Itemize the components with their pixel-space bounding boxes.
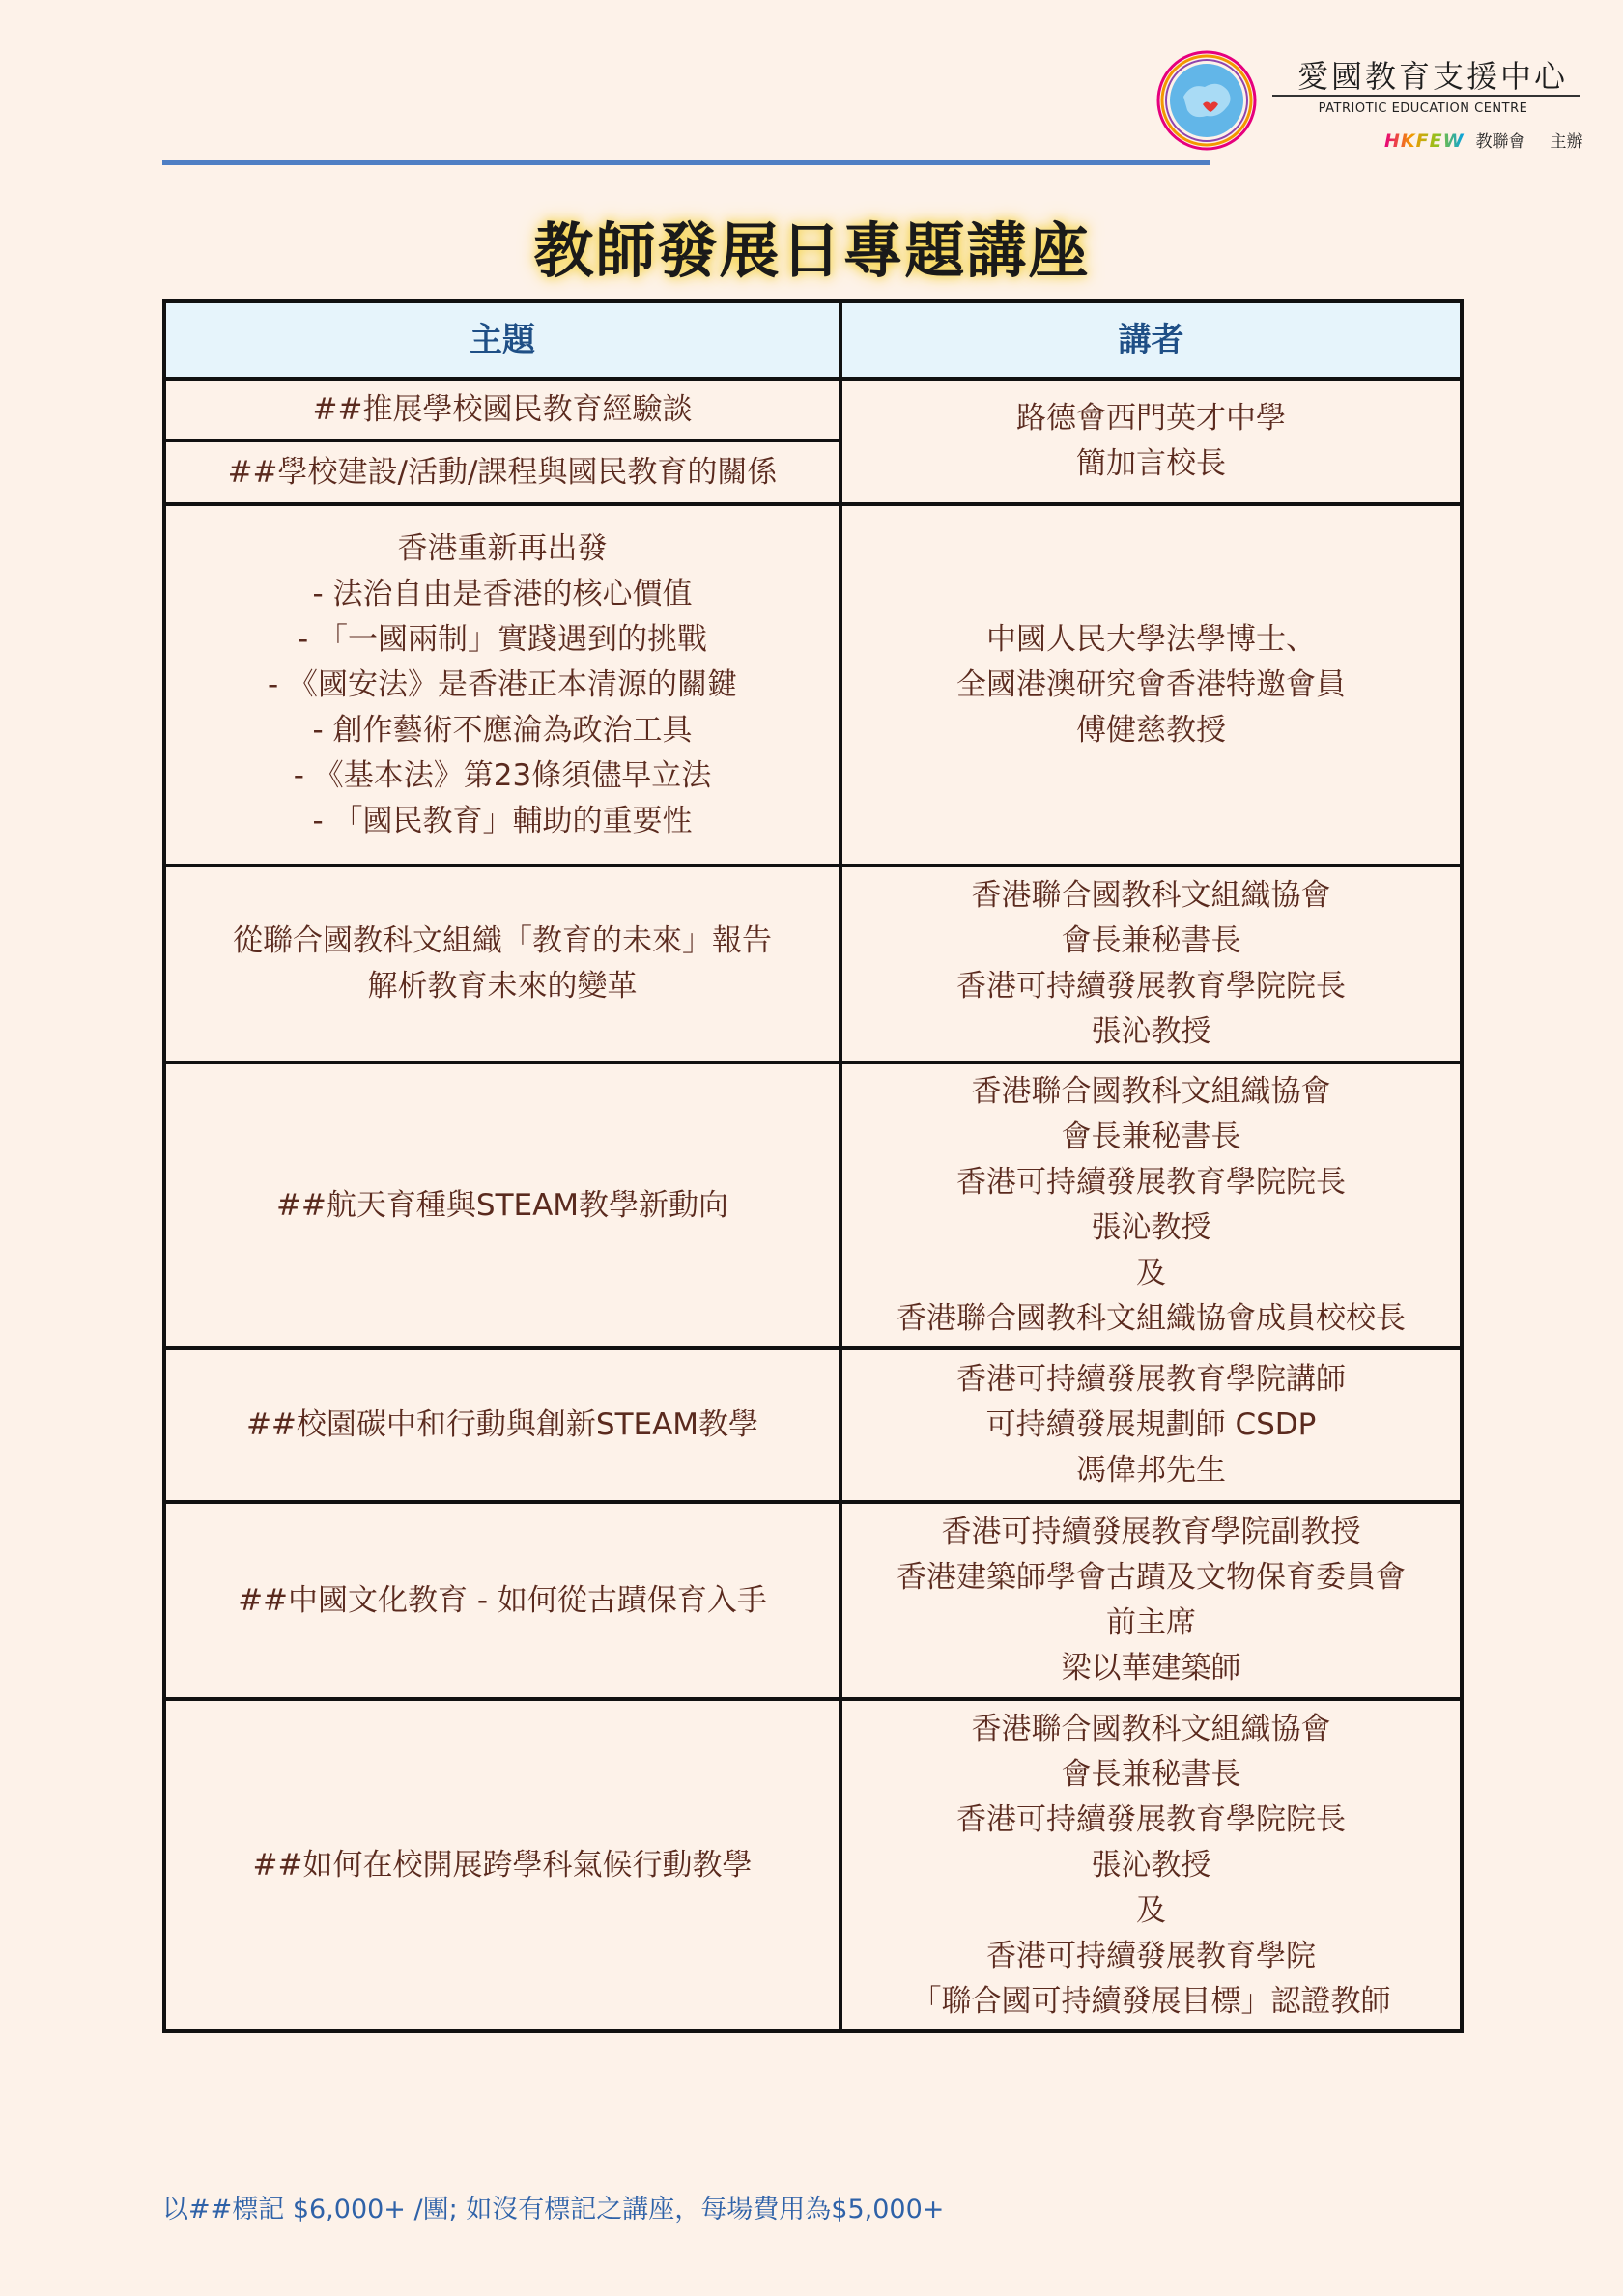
seminar-table: [162, 299, 1464, 2033]
logo-divider: [1272, 95, 1580, 97]
topic-cell: [164, 865, 840, 1063]
topic-cell: [164, 440, 840, 504]
topic-line: - 「一國兩制」實踐遇到的挑戰: [297, 621, 708, 657]
speaker-cell: [840, 1348, 1462, 1502]
topic-cell: [164, 504, 840, 865]
topic-line: ##航天育種與STEAM教學新動向: [275, 1187, 729, 1223]
organizer-name: 教聯會: [1475, 132, 1525, 152]
organizer-role: 主辦: [1550, 132, 1583, 152]
table-row: [164, 1502, 1462, 1699]
speaker-line: 會長兼秘書長: [1061, 1756, 1241, 1792]
speaker-line: 張沁教授: [1091, 1210, 1211, 1245]
speaker-cell: [840, 865, 1462, 1063]
speaker-line: 及: [1136, 1892, 1166, 1928]
topic-line: 從聯合國教科文組織「教育的未來」報告: [233, 923, 772, 958]
table-row: [164, 1348, 1462, 1502]
speaker-line: 張沁教授: [1091, 1847, 1211, 1883]
topic-line: - 法治自由是香港的核心價值: [312, 576, 693, 611]
speaker-line: 張沁教授: [1091, 1014, 1211, 1049]
topic-cell: [164, 1699, 840, 2031]
header-topic: 主題: [164, 301, 840, 379]
speaker-line: 簡加言校長: [1076, 446, 1226, 481]
topic-line: - 「國民教育」輔助的重要性: [312, 803, 693, 838]
speaker-line: 會長兼秘書長: [1061, 923, 1241, 958]
topic-cell: [164, 1348, 840, 1502]
logo-emblem-icon: [1154, 48, 1259, 153]
logo-title: 愛國教育支援中心: [1296, 58, 1568, 95]
page-title: 教師發展日專題講座: [533, 215, 1091, 286]
topic-line: ##如何在校開展跨學科氣候行動教學: [252, 1847, 753, 1883]
table-row: [164, 504, 1462, 865]
header-speaker: 講者: [840, 301, 1462, 379]
speaker-line: 香港聯合國教科文組織協會: [971, 1074, 1331, 1109]
speaker-line: 前主席: [1106, 1605, 1196, 1640]
pricing-note: 以##標記 $6,000+ /團; 如沒有標記之講座，每場費用為$5,000+: [162, 2195, 945, 2225]
topic-line: ##學校建設/活動/課程與國民教育的關係: [227, 454, 778, 490]
speaker-cell: [840, 1063, 1462, 1348]
speaker-cell: [840, 1502, 1462, 1699]
topic-cell: [164, 379, 840, 440]
table-row: [164, 1699, 1462, 2031]
speaker-line: 路德會西門英才中學: [1016, 401, 1286, 436]
speaker-line: 香港可持續發展教育學院副教授: [941, 1515, 1361, 1549]
speaker-line: 香港可持續發展教育學院: [986, 1938, 1316, 1973]
speaker-line: 全國港澳研究會香港特邀會員: [956, 666, 1346, 702]
speaker-cell: [840, 1699, 1462, 2031]
logo-block: [1154, 48, 1584, 164]
speaker-line: 香港聯合國教科文組織協會成員校校長: [897, 1301, 1406, 1336]
speaker-line: 會長兼秘書長: [1061, 1120, 1241, 1154]
topic-line: ##推展學校國民教育經驗談: [312, 391, 693, 427]
speaker-line: 可持續發展規劃師 CSDP: [985, 1407, 1317, 1442]
speaker-line: 香港聯合國教科文組織協會: [971, 878, 1331, 913]
table-header-row: [164, 301, 1462, 379]
logo-subtitle: PATRIOTIC EDUCATION CENTRE: [1318, 101, 1528, 116]
table-row: [164, 379, 1462, 440]
topic-line: - 創作藝術不應淪為政治工具: [312, 712, 693, 748]
hkfew-brand: HKFEW: [1384, 130, 1465, 152]
speaker-cell: [840, 379, 1462, 504]
top-accent-line: [162, 160, 1210, 165]
speaker-line: 香港可持續發展教育學院院長: [956, 1165, 1346, 1200]
topic-line: - 《國安法》是香港正本清源的關鍵: [267, 666, 738, 702]
topic-line: ##校園碳中和行動與創新STEAM教學: [245, 1407, 759, 1442]
speaker-line: 香港可持續發展教育學院講師: [956, 1362, 1346, 1397]
speaker-line: 香港建築師學會古蹟及文物保育委員會: [897, 1560, 1406, 1595]
speaker-line: 梁以華建築師: [1061, 1651, 1241, 1686]
speaker-line: 及: [1136, 1256, 1166, 1290]
topic-line: ##中國文化教育 - 如何從古蹟保育入手: [238, 1582, 767, 1618]
topic-line: 香港重新再出發: [397, 530, 608, 566]
table-row: [164, 1063, 1462, 1348]
speaker-line: 傅健慈教授: [1076, 712, 1226, 748]
organizer-line: [1384, 128, 1583, 152]
speaker-line: 馮偉邦先生: [1076, 1453, 1226, 1488]
speaker-line: 香港可持續發展教育學院院長: [956, 1801, 1346, 1837]
speaker-cell: [840, 504, 1462, 865]
speaker-line: 中國人民大學法學博士、: [986, 621, 1316, 657]
topic-line: - 《基本法》第23條須儘早立法: [293, 757, 712, 793]
speaker-line: 「聯合國可持續發展目標」認證教師: [911, 1983, 1391, 2019]
table-row: [164, 865, 1462, 1063]
topic-cell: [164, 1502, 840, 1699]
topic-line: 解析教育未來的變革: [367, 969, 638, 1004]
speaker-line: 香港可持續發展教育學院院長: [956, 969, 1346, 1004]
topic-cell: [164, 1063, 840, 1348]
speaker-line: 香港聯合國教科文組織協會: [971, 1711, 1331, 1746]
